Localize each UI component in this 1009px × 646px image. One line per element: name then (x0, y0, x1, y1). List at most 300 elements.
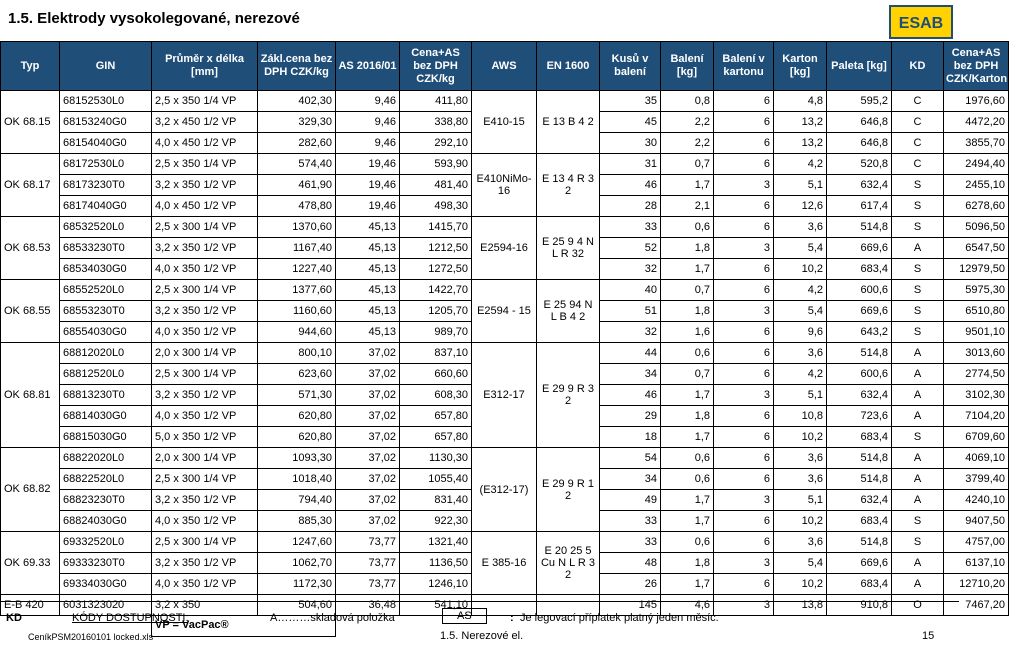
pieces-cell: 26 (600, 574, 661, 595)
size-cell: 2,5 x 350 1/4 VP (152, 154, 258, 175)
price-cell: 1136,50 (400, 553, 472, 574)
legend-as-label: AS (442, 608, 487, 624)
carton-price-cell: 6510,80 (944, 301, 1009, 322)
typ-cell: OK 68.17 (1, 154, 60, 217)
pack-kg-cell: 1,7 (661, 427, 714, 448)
pieces-cell: 30 (600, 133, 661, 154)
price-cell: 1246,10 (400, 574, 472, 595)
pieces-cell: 18 (600, 427, 661, 448)
pieces-cell: 48 (600, 553, 661, 574)
gin-cell: 6031323020 (60, 595, 152, 616)
size-cell: 5,0 x 350 1/2 VP (152, 427, 258, 448)
as-cell: 9,46 (336, 112, 400, 133)
price-cell: 292,10 (400, 133, 472, 154)
pack-kg-cell: 1,8 (661, 238, 714, 259)
kd-cell: A (892, 574, 944, 595)
kd-cell: S (892, 427, 944, 448)
pack-kg-cell: 1,7 (661, 385, 714, 406)
page-title: 1.5. Elektrody vysokolegované, nerezové (8, 10, 300, 27)
packs-per-carton-cell: 6 (714, 448, 774, 469)
price-cell: 338,80 (400, 112, 472, 133)
pack-kg-cell: 1,7 (661, 574, 714, 595)
gin-cell: 68822520L0 (60, 469, 152, 490)
pallet-kg-cell: 683,4 (827, 259, 892, 280)
base-price-cell: 1370,60 (258, 217, 336, 238)
gin-cell: 68173230T0 (60, 175, 152, 196)
base-price-cell: 329,30 (258, 112, 336, 133)
base-price-cell: 1172,30 (258, 574, 336, 595)
price-cell: 922,30 (400, 511, 472, 532)
pack-kg-cell: 1,6 (661, 322, 714, 343)
base-price-cell: 1018,40 (258, 469, 336, 490)
pieces-cell: 51 (600, 301, 661, 322)
as-cell: 19,46 (336, 154, 400, 175)
pack-kg-cell: 1,7 (661, 175, 714, 196)
carton-price-cell: 3855,70 (944, 133, 1009, 154)
gin-cell: 68154040G0 (60, 133, 152, 154)
gin-cell: 68172530L0 (60, 154, 152, 175)
gin-cell: 68814030G0 (60, 406, 152, 427)
pieces-cell: 54 (600, 448, 661, 469)
base-price-cell: 504,60 (258, 595, 336, 616)
pieces-cell: 32 (600, 259, 661, 280)
packs-per-carton-cell: 6 (714, 112, 774, 133)
kd-cell: S (892, 322, 944, 343)
en-cell: E 29 9 R 1 2 (537, 448, 600, 532)
packs-per-carton-cell: 6 (714, 217, 774, 238)
kd-cell: S (892, 280, 944, 301)
packs-per-carton-cell: 6 (714, 532, 774, 553)
legend-kd-title: KÓDY DOSTUPNOSTI: (72, 612, 189, 624)
base-price-cell: 461,90 (258, 175, 336, 196)
carton-price-cell: 2455,10 (944, 175, 1009, 196)
carton-kg-cell: 3,6 (774, 532, 827, 553)
column-header: Paleta [kg] (827, 42, 892, 91)
as-cell: 45,13 (336, 217, 400, 238)
carton-kg-cell: 3,6 (774, 343, 827, 364)
table-row (1, 532, 1009, 553)
packs-per-carton-cell: 3 (714, 238, 774, 259)
carton-kg-cell: 13,8 (774, 595, 827, 616)
base-price-cell: 944,60 (258, 322, 336, 343)
gin-cell: 68153240G0 (60, 112, 152, 133)
typ-cell: OK 68.82 (1, 448, 60, 532)
legend-kd-label: KD (6, 612, 22, 624)
as-cell: 45,13 (336, 238, 400, 259)
column-header: Karton [kg] (774, 42, 827, 91)
gin-cell: 68813230T0 (60, 385, 152, 406)
price-cell: 1272,50 (400, 259, 472, 280)
column-header: Balení v kartonu (714, 42, 774, 91)
size-cell: 4,0 x 350 1/2 VP (152, 322, 258, 343)
size-cell: 4,0 x 350 1/2 VP (152, 406, 258, 427)
typ-cell: OK 68.15 (1, 91, 60, 154)
pack-kg-cell: 1,8 (661, 553, 714, 574)
legend-as-colon: : (510, 612, 514, 624)
pallet-kg-cell: 595,2 (827, 91, 892, 112)
size-cell: 4,0 x 350 1/2 VP (152, 511, 258, 532)
legend-a-text: A………skladová položka (270, 612, 395, 624)
column-header: Typ (1, 42, 60, 91)
pack-kg-cell: 0,6 (661, 217, 714, 238)
pallet-kg-cell: 643,2 (827, 322, 892, 343)
pack-kg-cell: 1,8 (661, 301, 714, 322)
carton-price-cell: 3102,30 (944, 385, 1009, 406)
as-cell: 45,13 (336, 259, 400, 280)
carton-price-cell: 6137,10 (944, 553, 1009, 574)
en-cell: E 25 9 4 N L R 32 (537, 217, 600, 280)
as-cell: 73,77 (336, 532, 400, 553)
pack-kg-cell: 1,7 (661, 490, 714, 511)
legend (0, 601, 959, 628)
pallet-kg-cell: 669,6 (827, 553, 892, 574)
pack-kg-cell: 2,1 (661, 196, 714, 217)
carton-price-cell: 4472,20 (944, 112, 1009, 133)
pallet-kg-cell: 669,6 (827, 301, 892, 322)
carton-kg-cell: 5,4 (774, 301, 827, 322)
table-header-row (1, 42, 1009, 91)
packs-per-carton-cell: 6 (714, 280, 774, 301)
column-header: KD (892, 42, 944, 91)
as-cell: 45,13 (336, 280, 400, 301)
carton-price-cell: 9407,50 (944, 511, 1009, 532)
pack-kg-cell: 0,7 (661, 364, 714, 385)
carton-kg-cell: 4,2 (774, 280, 827, 301)
size-cell: 4,0 x 350 1/2 VP (152, 259, 258, 280)
table-row (1, 154, 1009, 175)
pack-kg-cell: 2,2 (661, 112, 714, 133)
carton-price-cell: 7467,20 (944, 595, 1009, 616)
column-header: Zákl.cena bez DPH CZK/kg (258, 42, 336, 91)
pallet-kg-cell: 514,8 (827, 343, 892, 364)
kd-cell: S (892, 259, 944, 280)
pack-kg-cell: 1,7 (661, 511, 714, 532)
aws-cell: E 385-16 (472, 532, 537, 595)
price-table (0, 41, 1009, 637)
pack-kg-cell: 0,8 (661, 91, 714, 112)
pieces-cell: 29 (600, 406, 661, 427)
pack-kg-cell: 2,2 (661, 133, 714, 154)
carton-kg-cell: 12,6 (774, 196, 827, 217)
as-cell: 73,77 (336, 574, 400, 595)
kd-cell: S (892, 196, 944, 217)
price-cell: 608,30 (400, 385, 472, 406)
carton-price-cell: 2494,40 (944, 154, 1009, 175)
column-header: AS 2016/01 (336, 42, 400, 91)
size-cell: 3,2 x 450 1/2 VP (152, 112, 258, 133)
base-price-cell: 402,30 (258, 91, 336, 112)
pallet-kg-cell: 646,8 (827, 133, 892, 154)
carton-kg-cell: 3,6 (774, 469, 827, 490)
gin-cell: 68534030G0 (60, 259, 152, 280)
price-cell: 1415,70 (400, 217, 472, 238)
packs-per-carton-cell: 6 (714, 406, 774, 427)
price-cell: 657,80 (400, 406, 472, 427)
pallet-kg-cell: 600,6 (827, 364, 892, 385)
size-cell: 2,0 x 300 1/4 VP (152, 343, 258, 364)
kd-cell: C (892, 91, 944, 112)
gin-cell: 68812020L0 (60, 343, 152, 364)
carton-kg-cell: 9,6 (774, 322, 827, 343)
packs-per-carton-cell: 6 (714, 469, 774, 490)
column-header: AWS (472, 42, 537, 91)
carton-kg-cell: 5,4 (774, 238, 827, 259)
price-cell: 989,70 (400, 322, 472, 343)
as-cell: 37,02 (336, 511, 400, 532)
kd-cell: S (892, 217, 944, 238)
base-price-cell: 571,30 (258, 385, 336, 406)
as-cell: 37,02 (336, 385, 400, 406)
pieces-cell: 45 (600, 112, 661, 133)
as-cell: 37,02 (336, 427, 400, 448)
typ-cell: OK 68.55 (1, 280, 60, 343)
carton-price-cell: 6547,50 (944, 238, 1009, 259)
column-header: Kusů v balení (600, 42, 661, 91)
pallet-kg-cell: 683,4 (827, 574, 892, 595)
packs-per-carton-cell: 6 (714, 574, 774, 595)
size-cell: 3,2 x 350 1/2 VP (152, 301, 258, 322)
packs-per-carton-cell: 3 (714, 175, 774, 196)
pieces-cell: 35 (600, 91, 661, 112)
footer-section: 1.5. Nerezové el. (440, 630, 524, 642)
kd-cell: C (892, 154, 944, 175)
carton-kg-cell: 10,2 (774, 511, 827, 532)
base-price-cell: 1167,40 (258, 238, 336, 259)
gin-cell: 68822020L0 (60, 448, 152, 469)
aws-cell: E2594 - 15 (472, 280, 537, 343)
packs-per-carton-cell: 6 (714, 511, 774, 532)
pieces-cell: 40 (600, 280, 661, 301)
price-cell: 1055,40 (400, 469, 472, 490)
pieces-cell: 46 (600, 385, 661, 406)
table-row (1, 217, 1009, 238)
price-cell: 498,30 (400, 196, 472, 217)
pieces-cell: 46 (600, 175, 661, 196)
pallet-kg-cell: 514,8 (827, 448, 892, 469)
typ-cell: OK 68.81 (1, 343, 60, 448)
footer-page: 15 (922, 630, 935, 642)
logo-text: ESAB (898, 15, 944, 32)
pallet-kg-cell: 600,6 (827, 280, 892, 301)
packs-per-carton-cell: 6 (714, 154, 774, 175)
gin-cell: 68552520L0 (60, 280, 152, 301)
carton-kg-cell: 5,4 (774, 553, 827, 574)
kd-cell: S (892, 175, 944, 196)
packs-per-carton-cell: 6 (714, 427, 774, 448)
packs-per-carton-cell: 3 (714, 385, 774, 406)
pack-kg-cell: 0,6 (661, 532, 714, 553)
kd-cell: O (892, 595, 944, 616)
table-row (1, 448, 1009, 469)
gin-cell: 68815030G0 (60, 427, 152, 448)
pack-kg-cell: 4,6 (661, 595, 714, 616)
table-row (1, 280, 1009, 301)
en-cell: E 13 B 4 2 (537, 91, 600, 154)
pieces-cell: 49 (600, 490, 661, 511)
kd-cell: A (892, 490, 944, 511)
carton-price-cell: 4757,00 (944, 532, 1009, 553)
carton-price-cell: 5096,50 (944, 217, 1009, 238)
pallet-kg-cell: 514,8 (827, 217, 892, 238)
base-price-cell: 1377,60 (258, 280, 336, 301)
carton-kg-cell: 4,2 (774, 154, 827, 175)
column-header: EN 1600 (537, 42, 600, 91)
kd-cell: C (892, 112, 944, 133)
gin-cell: 68824030G0 (60, 511, 152, 532)
aws-cell: E410-15 (472, 91, 537, 154)
carton-price-cell: 9501,10 (944, 322, 1009, 343)
pack-kg-cell: 0,6 (661, 343, 714, 364)
pallet-kg-cell: 514,8 (827, 469, 892, 490)
pieces-cell: 52 (600, 238, 661, 259)
column-header: GIN (60, 42, 152, 91)
size-cell: 2,5 x 300 1/4 VP (152, 280, 258, 301)
price-cell: 481,40 (400, 175, 472, 196)
as-cell: 37,02 (336, 343, 400, 364)
pieces-cell: 34 (600, 364, 661, 385)
kd-cell: S (892, 532, 944, 553)
carton-price-cell: 12710,20 (944, 574, 1009, 595)
table-row (1, 91, 1009, 112)
gin-cell: 69332520L0 (60, 532, 152, 553)
packs-per-carton-cell: 3 (714, 595, 774, 616)
kd-cell: C (892, 133, 944, 154)
as-cell: 37,02 (336, 448, 400, 469)
kd-cell: S (892, 511, 944, 532)
carton-kg-cell: 5,1 (774, 490, 827, 511)
size-cell: 2,0 x 300 1/4 VP (152, 448, 258, 469)
as-cell: 37,02 (336, 406, 400, 427)
price-cell: 1130,30 (400, 448, 472, 469)
kd-cell: A (892, 385, 944, 406)
price-cell: 1205,70 (400, 301, 472, 322)
packs-per-carton-cell: 6 (714, 259, 774, 280)
packs-per-carton-cell: 6 (714, 91, 774, 112)
carton-kg-cell: 10,2 (774, 574, 827, 595)
pack-kg-cell: 1,8 (661, 406, 714, 427)
size-cell: 3,2 x 350 (152, 595, 258, 616)
packs-per-carton-cell: 6 (714, 196, 774, 217)
packs-per-carton-cell: 6 (714, 322, 774, 343)
as-cell: 19,46 (336, 175, 400, 196)
gin-cell: 68152530L0 (60, 91, 152, 112)
price-cell: 1212,50 (400, 238, 472, 259)
packs-per-carton-cell: 3 (714, 553, 774, 574)
gin-cell: 69334030G0 (60, 574, 152, 595)
en-cell: E 29 9 R 3 2 (537, 343, 600, 448)
pallet-kg-cell: 646,8 (827, 112, 892, 133)
as-cell: 45,13 (336, 322, 400, 343)
base-price-cell: 1093,30 (258, 448, 336, 469)
carton-kg-cell: 13,2 (774, 112, 827, 133)
gin-cell: 68553230T0 (60, 301, 152, 322)
typ-cell: E-B 420 (1, 595, 60, 616)
carton-price-cell: 5975,30 (944, 280, 1009, 301)
base-price-cell: 800,10 (258, 343, 336, 364)
as-cell: 37,02 (336, 469, 400, 490)
base-price-cell: 282,60 (258, 133, 336, 154)
price-cell: 593,90 (400, 154, 472, 175)
pallet-kg-cell: 520,8 (827, 154, 892, 175)
carton-kg-cell: 4,8 (774, 91, 827, 112)
as-cell: 37,02 (336, 490, 400, 511)
column-header: Cena+AS bez DPH CZK/kg (400, 42, 472, 91)
base-price-cell: 1227,40 (258, 259, 336, 280)
kd-cell: A (892, 469, 944, 490)
carton-price-cell: 7104,20 (944, 406, 1009, 427)
typ-cell: OK 69.33 (1, 532, 60, 595)
size-cell: 2,5 x 300 1/4 VP (152, 364, 258, 385)
column-header: Balení [kg] (661, 42, 714, 91)
packs-per-carton-cell: 3 (714, 301, 774, 322)
carton-price-cell: 2774,50 (944, 364, 1009, 385)
pieces-cell: 32 (600, 322, 661, 343)
carton-price-cell: 3013,60 (944, 343, 1009, 364)
base-price-cell: 620,80 (258, 406, 336, 427)
kd-cell: A (892, 364, 944, 385)
pack-kg-cell: 0,7 (661, 280, 714, 301)
base-price-cell: 1062,70 (258, 553, 336, 574)
as-cell: 73,77 (336, 553, 400, 574)
en-cell: E 25 94 N L B 4 2 (537, 280, 600, 343)
carton-price-cell: 6709,60 (944, 427, 1009, 448)
as-cell: 19,46 (336, 196, 400, 217)
table-row (1, 343, 1009, 364)
price-cell: 411,80 (400, 91, 472, 112)
gin-cell: 68823230T0 (60, 490, 152, 511)
pallet-kg-cell: 632,4 (827, 175, 892, 196)
pieces-cell: 33 (600, 511, 661, 532)
kd-cell: A (892, 406, 944, 427)
pallet-kg-cell: 723,6 (827, 406, 892, 427)
kd-cell: S (892, 301, 944, 322)
base-price-cell: 1247,60 (258, 532, 336, 553)
aws-cell: E312-17 (472, 343, 537, 448)
pieces-cell: 44 (600, 343, 661, 364)
pieces-cell: 34 (600, 469, 661, 490)
carton-price-cell: 6278,60 (944, 196, 1009, 217)
size-cell: 3,2 x 350 1/2 VP (152, 553, 258, 574)
packs-per-carton-cell: 6 (714, 364, 774, 385)
price-cell: 1422,70 (400, 280, 472, 301)
carton-price-cell: 3799,40 (944, 469, 1009, 490)
pallet-kg-cell: 683,4 (827, 511, 892, 532)
as-cell: 9,46 (336, 91, 400, 112)
as-cell: 9,46 (336, 133, 400, 154)
pieces-cell: 145 (600, 595, 661, 616)
footer-file: CeníkPSM20160101 locked.xls (28, 632, 154, 642)
table-body (1, 91, 1009, 637)
column-header: Průměr x délka [mm] (152, 42, 258, 91)
pack-kg-cell: 0,7 (661, 154, 714, 175)
carton-price-cell: 1976,60 (944, 91, 1009, 112)
carton-kg-cell: 4,2 (774, 364, 827, 385)
pallet-kg-cell: 632,4 (827, 385, 892, 406)
size-cell: 3,2 x 350 1/2 VP (152, 238, 258, 259)
size-cell: 3,2 x 350 1/2 VP (152, 490, 258, 511)
size-cell: 4,0 x 450 1/2 VP (152, 196, 258, 217)
size-cell: 3,2 x 350 1/2 VP (152, 385, 258, 406)
carton-kg-cell: 3,6 (774, 217, 827, 238)
base-price-cell: 794,40 (258, 490, 336, 511)
gin-cell: 68812520L0 (60, 364, 152, 385)
gin-cell: 68532520L0 (60, 217, 152, 238)
pack-kg-cell: 0,6 (661, 469, 714, 490)
price-cell: 837,10 (400, 343, 472, 364)
carton-kg-cell: 10,2 (774, 259, 827, 280)
pallet-kg-cell: 683,4 (827, 427, 892, 448)
carton-price-cell: 4069,10 (944, 448, 1009, 469)
